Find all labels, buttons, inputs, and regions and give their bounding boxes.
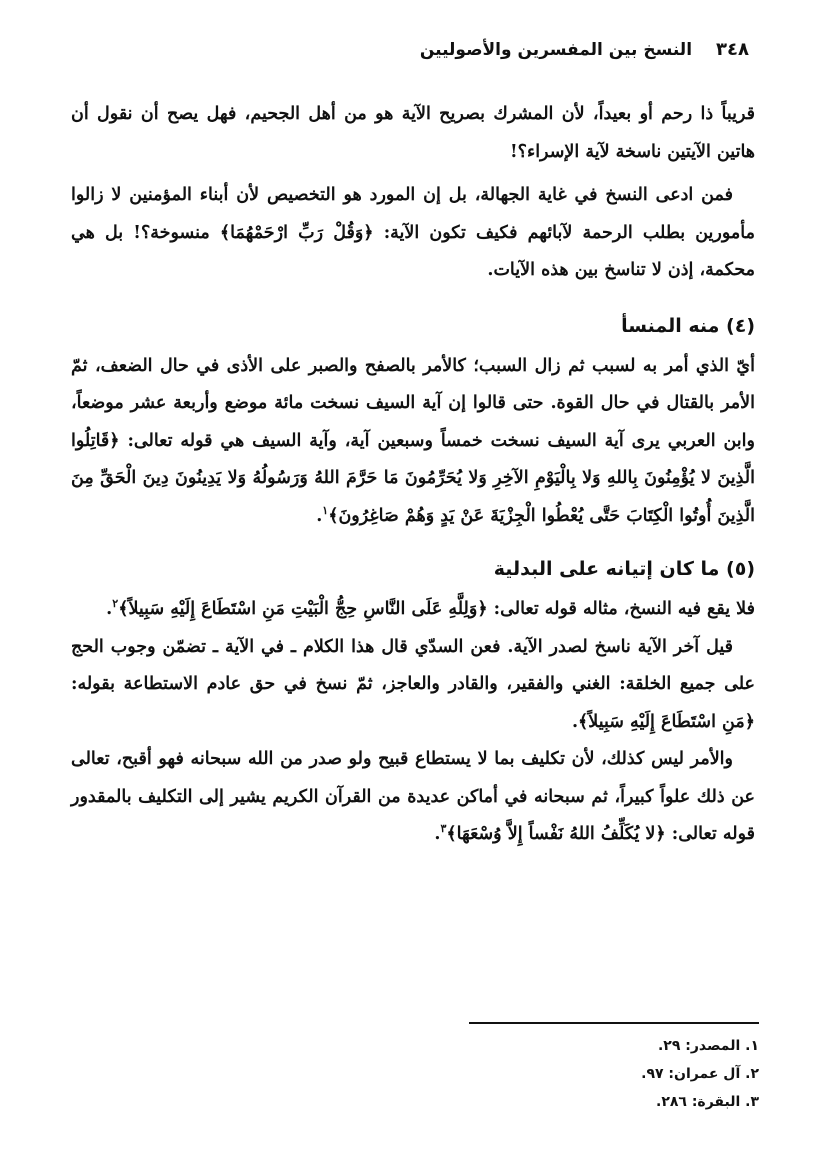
paragraph-end: .: [571, 711, 579, 732]
paragraph-text: منسوخة؟! بل هي محكمة، إذن لا تناسخ بين هذه الآيات.: [71, 222, 755, 280]
paragraph: [71, 96, 755, 171]
quran-verse: ﴿وَلِلَّهِ عَلَى النَّاسِ حِجُّ الْبَيْتِ مَنِ اسْتَطَاعَ إِلَيْهِ سَبِيلاً﴾: [118, 599, 488, 619]
footnote: ٣. البقرة: ٢٨٦.: [655, 1094, 759, 1110]
footnote: ١. المصدر: ٢٩.: [657, 1038, 759, 1054]
quran-verse: ﴿مَنِ اسْتَطَاعَ إِلَيْهِ سَبِيلاً﴾: [578, 711, 755, 732]
paragraph: [71, 591, 755, 629]
footnotes: [359, 1032, 759, 1116]
page-number: ٣٤٨: [716, 39, 749, 60]
footnote: ٢. آل عمران: ٩٧.: [641, 1066, 759, 1082]
footnote-marker: ١: [322, 503, 329, 517]
paragraph: [71, 177, 755, 290]
footnote-divider: [469, 1022, 759, 1024]
footnote-marker: ٢: [112, 597, 119, 611]
paragraph-text: فمن ادعى النسخ في غاية الجهالة، بل إن المورد هو التخصيص لأن أبناء المؤمنين لا زالوا مأمورين بطلب الرحمة لآبائهم فكيف تكون الآية:: [71, 185, 755, 243]
paragraph-end: .: [106, 599, 113, 619]
paragraph: [71, 348, 755, 536]
quran-verse: ﴿لا يُكَلِّفُ اللهُ نَفْساً إِلاَّ وُسْعَهَا﴾: [446, 824, 666, 844]
page-header: [60, 36, 749, 76]
paragraph: [71, 629, 755, 742]
paragraph-end: .: [316, 505, 323, 526]
paragraph-text: قريباً ذا رحم أو بعيداً، لأن المشرك بصريح الآية هو من أهل الجحيم، فهل يصح أن نقول أن هاتين الآيتين ناسخة لآية الإسراء؟!: [71, 104, 755, 162]
paragraph: [71, 741, 755, 854]
paragraph-end: .: [434, 824, 441, 844]
paragraph-text: أيّ الذي أمر به لسبب ثم زال السبب؛ كالأمر بالصفح والصبر على الأذى في حال الضعف، ثمّ الأمر بالقتال في حال القوة. حتى قالوا إن آية السيف نسخت مائة موضع وأربعة عشر موضعاً، وابن العربي يرى آية السيف نسخت خمساً وسبعين آية، وآية السيف هي قوله تعالى:: [71, 355, 755, 451]
quran-verse: ﴿وَقُلْ رَبِّ ارْحَمْهُمَا﴾: [219, 222, 374, 243]
paragraph-text: قيل آخر الآية ناسخ لصدر الآية. فعن السدّي قال هذا الكلام ـ في الآية ـ تضمّن وجوب الحج على جميع الخلقة: الغني والفقير، والقادر والعاجز، ثمّ نسخ في حق عادم الاستطاعة بقوله:: [71, 636, 755, 694]
section-heading: (٤) منه المنسأ: [621, 314, 755, 337]
quran-verse: ﴿قَاتِلُوا الَّذِينَ لا يُؤْمِنُونَ بِاللهِ وَلا بِالْيَوْمِ الآخِرِ وَلا يُحَرِّمُونَ مَا حَرَّمَ اللهُ وَرَسُولُهُ وَلا يَدِينُونَ دِينَ الْحَقِّ مِنَ الَّذِينَ أُوتُوا الْكِتَابَ حَتَّى يُعْطُوا الْجِزْيَةَ عَنْ يَدٍ وَهُمْ صَاغِرُونَ﴾: [71, 430, 755, 526]
footnote-marker: ٣: [440, 822, 447, 836]
section-heading: (٥) ما كان إتيانه على البدلية: [493, 558, 755, 580]
running-title: النسخ بين المفسرين والأصوليين: [419, 40, 693, 60]
paragraph-text: فلا يقع فيه النسخ، مثاله قوله تعالى:: [487, 599, 755, 619]
paragraph-text: والأمر ليس كذلك، لأن تكليف بما لا يستطاع قبيح ولو صدر من الله سبحانه فهو أقبح، تعالى عن ذلك علواً كبيراً، ثم سبحانه في أماكن عديدة من القرآن الكريم يشير إلى التكليف بالمقدور قوله تعالى:: [71, 749, 755, 844]
main-text: [71, 96, 755, 854]
